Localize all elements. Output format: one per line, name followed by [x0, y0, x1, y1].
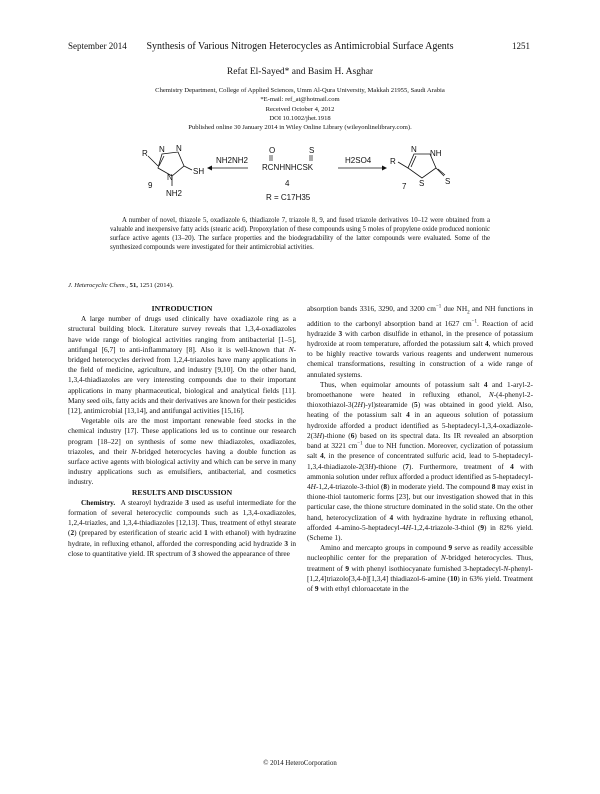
- page-number: 1251: [512, 41, 530, 51]
- center-formula: RCNHNHCSK: [262, 163, 314, 172]
- carbonyl-bonds: [270, 155, 312, 161]
- journal-volume: 51,: [129, 282, 138, 289]
- triazole-n1-label: N: [159, 145, 165, 154]
- intro-paragraph-2: Vegetable oils are the most important renewable feed stocks in the chemical industry [17]. These applications led us to continue our research program [18–22] on synthesis of some new thiadiazoles, oxadiazoles, triazoles, and their N-bridged heterocycles having a double function as surface active agents with biological activity and which can be serve in many industry applications such as emulsifiers, antibacterial, and cosmetics industry.: [68, 416, 297, 487]
- authors: Refat El-Sayed* and Basim H. Asghar: [226, 67, 374, 77]
- thiadiazole-n-label: N: [411, 145, 417, 154]
- thiadiazole-compound-number: 7: [402, 182, 407, 191]
- left-column: [68, 304, 296, 559]
- intro-paragraph-1: A large number of drugs used clinically have oxadiazole ring as a structural building block. Literature survey reveals that 1,3,4-oxadiazoles have wide range of biological activities ranging from antibacterial [1–5], antifungal [6,7] to anti-inflammatory [8]. Also it is well-known that N-bridged heterocycles derived from 1,2,4-triazoles have many applications in the field of medicine, agriculture, and industry [9,10]. On the other hand, 1,3,4-thiadiazoles are very interesting compounds due to their important applications in many pharmaceutical, biological and analytical fields [11]. Many seed oils, fatty acids and their derivatives are known for their pesticides [12], antimicrobial [13,14], and antifungal activities [15,16].: [68, 314, 296, 416]
- affiliation-email: *E-mail: ref_at@hotmail.com: [260, 96, 340, 104]
- journal-reference: [68, 282, 174, 289]
- affiliation-block: [0, 86, 600, 132]
- article-title: Synthesis of Various Nitrogen Heterocycles as Antimicrobial Surface Agents: [146, 41, 454, 52]
- results-paragraph-1: Chemistry. A stearoyl hydrazide 3 used as useful intermediate for the formation of several heterocyclic compounds such as 1,3,4-oxadiazoles, 1,2,4-triazles, and 1,3,4-thiadiazoles [12,13]. Thus, treatment of ethyl stearate (2) (prepared by esterification of stearic acid 1 with ethanol) with hydrazine hydrate, in refluxing ethanol, afforded the corresponding acid hydrazide 3 in close to quantitative yield. IR spectrum of 3 showed the appearance of three: [68, 497, 297, 558]
- published-online: Published online 30 January 2014 in Wiley Online Library (wileyonlinelibrary.com).: [188, 124, 412, 132]
- triazole-compound-number: 9: [148, 181, 153, 190]
- center-compound-number: 4: [285, 179, 290, 188]
- thiadiazole-exo-s-label: S: [445, 177, 451, 186]
- center-oxygen: O: [269, 146, 276, 155]
- header-date: September 2014: [68, 41, 127, 51]
- thiadiazole-r-label: R: [390, 157, 396, 166]
- thiadiazole-ring-s-label: S: [419, 179, 425, 188]
- received-date: Received October 4, 2012: [265, 105, 335, 113]
- introduction-heading: INTRODUCTION: [151, 304, 213, 313]
- triazole-n4-label: N: [167, 173, 173, 182]
- affiliation-department: Chemistry Department, College of Applied Sciences, Umm Al-Qura University, Makkah 21955, Saudi Arabia: [155, 87, 445, 94]
- triazole-n2-label: N: [176, 144, 182, 153]
- results-paragraph-3: Amino and mercapto groups in compound 9 serve as readily accessible nucleophilic center for the preparation of N-bridged heterocycles. Thus, treatment of 9 with phenyl isothiocyanate furnished 3-heptadecyl-N-phenyl-[1,2,4]triazolo[3,4-b][1,3,4] thiadiazol-6-amine (10) in 63% yield. Treatment of 9 with ethyl chloroacetate in the: [307, 543, 534, 593]
- thiadiazole-nh-label: NH: [430, 149, 442, 158]
- results-paragraph-2: Thus, when equimolar amounts of potassium salt 4 and 1-aryl-2-bromoethanone were heated in refluxing ethanol, N-(4-phenyl-2-thioxothiazol-3(2H)-yl)stearamide (5) was obtained in good yield. Also, heating of the potassium salt 4 in an aqueous solution of potassium hydroxide afforded a product identified as 5-heptadecyl-1,3,4-oxadiazole-2(3H)-thione (6) based on its spectral data. Its IR revealed an absorption band at 3221 $cm^{-1}$ due to NH function. Moreover, cyclization of potassium salt 4, in the presence of concentrated sulfuric acid, lead to 5-heptadecyl-1,3,4-thiadiazole-2(3H)-thione (7). Furthermore, treatment of 4 with ammonia solution under reflux afforded a product identified as 5-heptadecyl-4H-1,2,4-triazole-3-thiol (8) in moderate yield. The compound 8 may exist in thione-thiol tautomeric forms [23], but our investigation showed that in this particular case, the thione structure dominated in the solid state. On the other hand, heterocyclization of 4 with hydrazine hydrate in refluxing ethanol, afforded 4-amino-5-heptadecyl-4H-1,2,4-triazole-3-thiol (9) in 82% yield. (Scheme 1).: [307, 379, 534, 542]
- right-reagent: H2SO4: [345, 156, 372, 165]
- right-reaction-arrow: [338, 166, 387, 171]
- triazole-nh2-label: NH2: [166, 189, 183, 198]
- reaction-scheme: [138, 142, 468, 210]
- left-reagent: NH2NH2: [216, 156, 249, 165]
- r-definition: R = C17H35: [266, 193, 311, 202]
- center-sulfur: S: [309, 146, 315, 155]
- triazole-r-label: R: [142, 149, 148, 158]
- abstract: A number of novel, thiazole 5, oxadiazole 6, thiadiazole 7, triazole 8, 9, and fused triazole derivatives 10–12 were obtained from a valuable and inexpensive fatty acids (stearic acid). Propoxylation of these compounds using 5 moles of propylene oxide produced nonionic surface active agents (13–20). The surface properties and the biodegradability of the latter compounds were evaluated. Some of the synthesized compounds were investigated for their antimicrobial activities.: [110, 217, 490, 251]
- results-heading: RESULTS AND DISCUSSION: [131, 487, 233, 497]
- copyright-footer: © 2014 HeteroCorporation: [263, 760, 337, 767]
- left-reaction-arrow: [207, 166, 248, 171]
- results-paragraph-1-cont: absorption bands 3316, 3290, and 3200 $cm^{-1}$ due $NH_2$ and NH functions in addition to the carbonyl absorption band at 1627 $cm^{-1}$. Reaction of acid hydrazide 3 with carbon disulfide in ethanol, in the presence of potassium hydroxide at room temperature, afforded the potassium salt 4, which proved to be highly reactive towards various reagents and underwent numerous chemical transformations, resulting in construction of a wide range of annulated systems.: [307, 304, 534, 379]
- journal-pages: 1251 (2014).: [139, 282, 174, 289]
- right-column: [307, 304, 533, 594]
- journal-name: J. Heterocyclic Chem.,: [68, 282, 128, 289]
- doi: DOI 10.1002/jhet.1918: [269, 114, 331, 122]
- triazole-sh-label: SH: [193, 167, 205, 176]
